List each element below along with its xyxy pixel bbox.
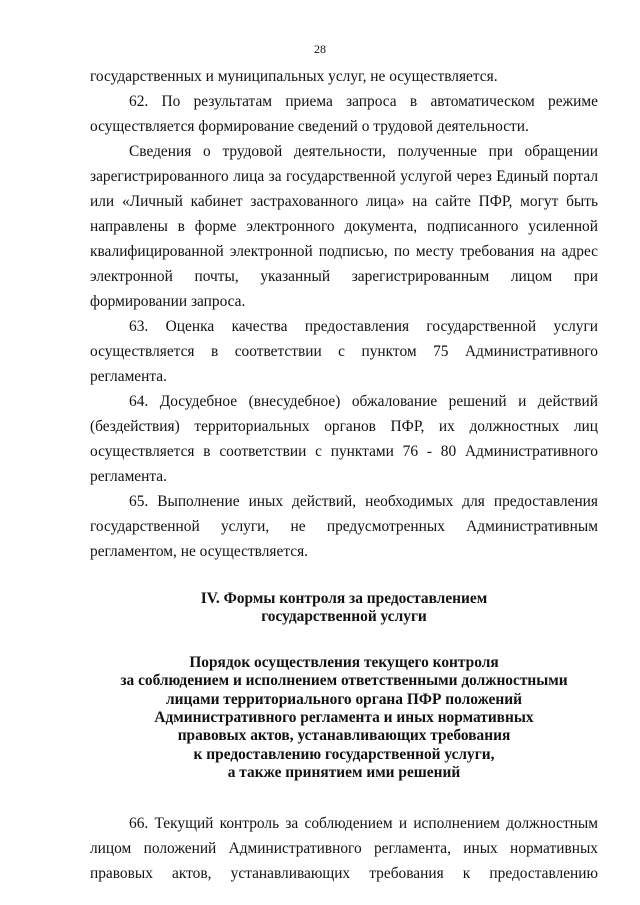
- sub-heading: [90, 654, 598, 783]
- sub-heading-line: Порядок осуществления текущего контроля: [189, 653, 499, 671]
- sub-heading-line: а также принятием ими решений: [227, 764, 461, 782]
- paragraph-62-work-records: Сведения о трудовой деятельности, полученные при обращении зарегистрированного лица за государственной услугой через Единый портал или «Личный кабинет застрахованного лица» на сайте ПФР, могут быть направлены в форме электронного документа, подписанного усиленной квалифицированной электронной подписью, по месту требования на адрес электронной почты, указанный зарегистрированным лицом при формировании запроса.: [90, 143, 598, 310]
- paragraph-62: 62. По результатам приема запроса в автоматическом режиме осуществляется формирование сведений о трудовой деятельности.: [90, 93, 598, 135]
- paragraph-64: 64. Досудебное (внесудебное) обжалование решений и действий (бездействия) территориальных органов ПФР, их должностных лиц осуществляется в соответствии с пунктами 76 - 80 Административного регламента.: [90, 393, 598, 485]
- document-body: [90, 64, 598, 886]
- section-heading: [90, 590, 598, 627]
- paragraph-continuation: государственных и муниципальных услуг, не осуществляется.: [90, 68, 498, 85]
- sub-heading-line: к предоставлению государственной услуги,: [193, 745, 495, 763]
- section-heading-line: IV. Формы контроля за предоставлением: [200, 590, 488, 607]
- paragraph-66: 66. Текущий контроль за соблюдением и исполнением должностным лицом положений Административного регламента, иных нормативных правовых актов, устанавливающих требования к предоставлению: [90, 814, 598, 882]
- sub-heading-line: правовых актов, устанавливающих требования: [177, 727, 511, 745]
- sub-heading-line: за соблюдением и исполнением ответственными должностными: [120, 672, 568, 690]
- section-heading-line: государственной услуги: [261, 608, 427, 626]
- sub-heading-line: Административного регламента и иных нормативных: [154, 709, 534, 727]
- sub-heading-line: лицами территориального органа ПФР положений: [166, 690, 522, 708]
- paragraph-63: 63. Оценка качества предоставления государственной услуги осуществляется в соответствии с пунктом 75 Административного регламента.: [90, 318, 598, 385]
- page-number: 28: [314, 42, 326, 56]
- paragraph-65: 65. Выполнение иных действий, необходимых для предоставления государственной услуги, не предусмотренных Административным регламентом, не осуществляется.: [90, 493, 598, 560]
